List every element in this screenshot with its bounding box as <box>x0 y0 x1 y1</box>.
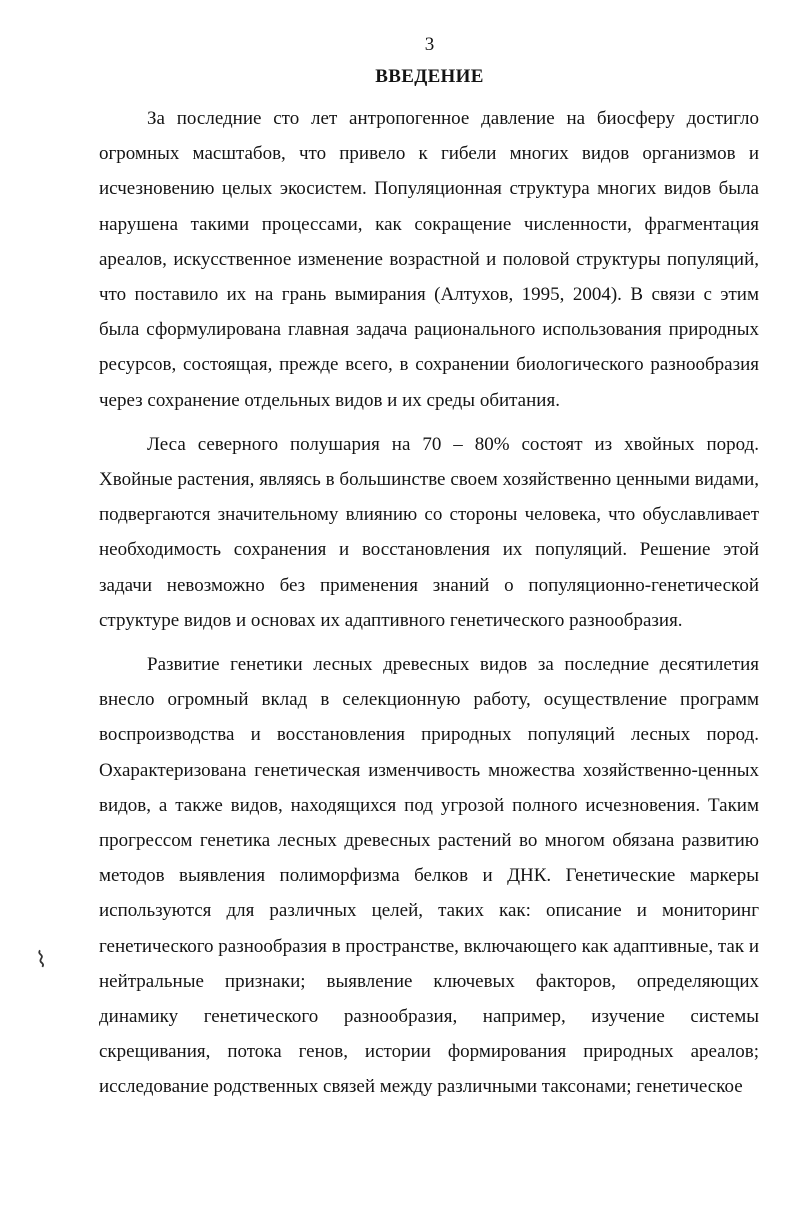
paragraph-1: За последние сто лет антропогенное давление на биосферу достигло огромных масштабов, что привело к гибели многих видов организмов и исчезновению целых экосистем. Популяционная структура многих видов была нарушена такими процессами, как сокращение численности, фрагментация ареалов, искусственное изменение возрастной и половой структуры популяций, что поставило их на грань вымирания (Алтухов, 1995, 2004). В связи с этим была сформулирована главная задача рационального использования природных ресурсов, состоящая, прежде всего, в сохранении биологического разнообразия через сохранение отдельных видов и их среды обитания. <box>99 108 759 411</box>
body-text <box>99 101 759 1114</box>
section-heading: ВВЕДЕНИЕ <box>375 66 484 87</box>
page-number: 3 <box>424 34 435 55</box>
paragraph-3: Развитие генетики лесных древесных видов за последние десятилетия внесло огромный вклад в селекционную работу, осуществление программ воспроизводства и восстановления природных популяций лесных пород. Охарактеризована генетическая изменчивость множества хозяйственно-ценных видов, а также видов, находящихся под угрозой полного исчезновения. Таким прогрессом генетика лесных древесных растений во многом обязана развитию методов выявления полиморфизма белков и ДНК. Генетические маркеры используются для различных целей, таких как: описание и мониторинг генетического разнообразия в пространстве, включающего как адаптивные, так и нейтральные признаки; выявление ключевых факторов, определяющих динамику генетического разнообразия, например, изучение системы скрещивания, потока генов, истории формирования природных ареалов; исследование родственных связей между различными таксонами; генетическое <box>99 654 759 1098</box>
handwritten-margin-mark-icon: ⌇ <box>34 947 49 974</box>
paragraph-2: Леса северного полушария на 70 – 80% состоят из хвойных пород. Хвойные растения, являясь в большинстве своем хозяйственно ценными видами, подвергаются значительному влиянию со стороны человека, что обуславливает необходимость сохранения и восстановления их популяций. Решение этой задачи невозможно без применения знаний о популяционно-генетической структуре видов и основах их адаптивного генетического разнообразия. <box>99 433 759 631</box>
